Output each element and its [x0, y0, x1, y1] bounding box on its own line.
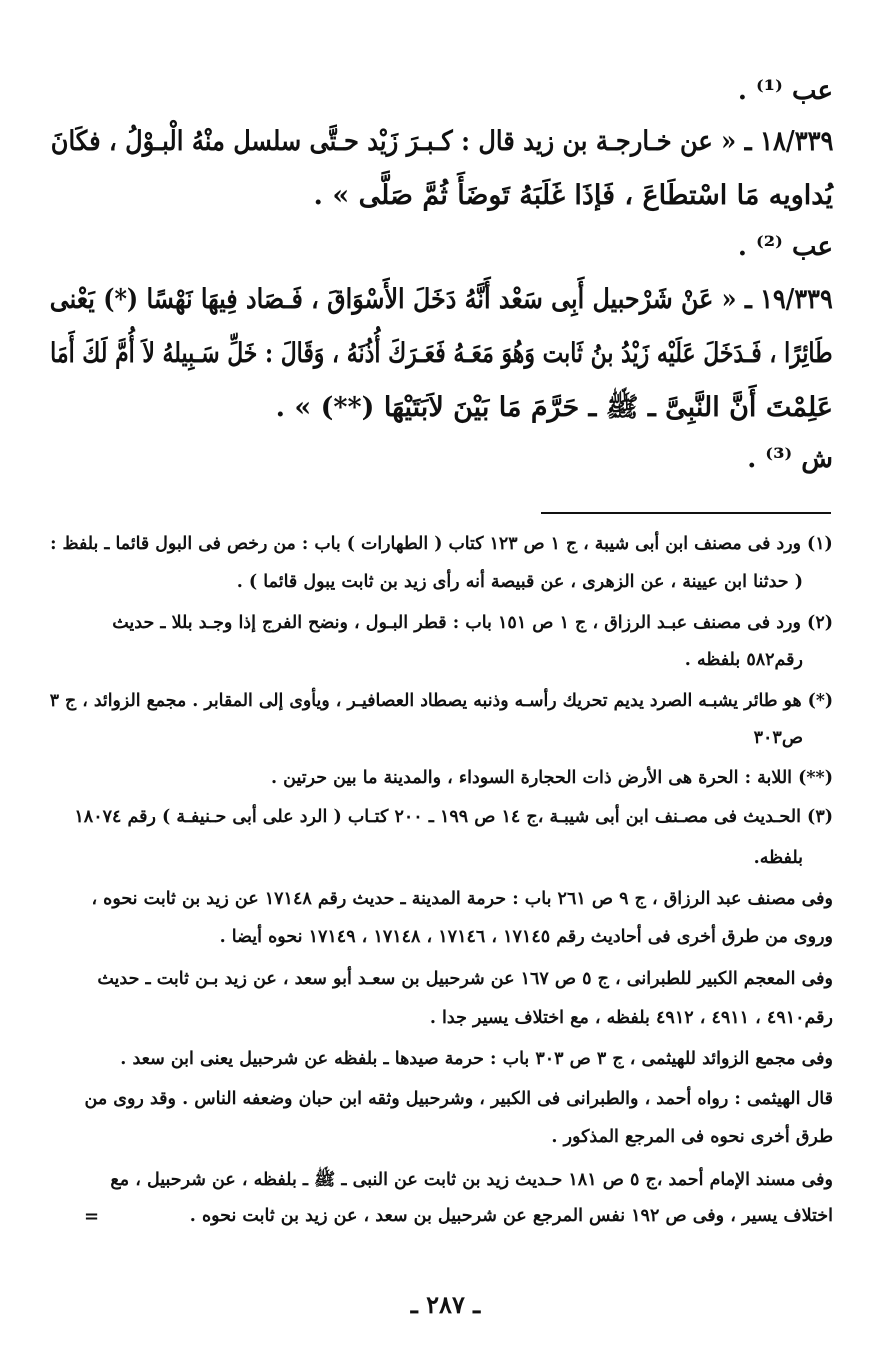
footnote-3-line-8: قال الهيثمى : رواه أحمد ، والطبرانى فى الكبير ، وشرحبيل وثقه ابن حبان وضعفه الناس . وقد روى من	[84, 1089, 833, 1109]
page-number: ـ ٢٨٧ ـ	[410, 1290, 481, 1319]
footnote-2-line-1: (٢) ورد فى مصنف عبـد الرزاق ، ج ١ ص ١٥١ باب : قطر البـول ، ونضح الفرج إذا وجـد بللا ـ حديث	[112, 613, 833, 633]
footnote-3-line-2: بلفظه.	[753, 848, 803, 868]
footnote-separator	[541, 512, 831, 514]
footnote-3-line-3: وفى مصنف عبد الرزاق ، ج ٩ ص ٢٦١ باب : حرمة المدينة ـ حديث رقم ١٧١٤٨ عن زيد بن ثابت نحوه ،	[91, 889, 833, 909]
footnote-1-line-1: (١) ورد فى مصنف ابن أبى شيبة ، ج ١ ص ١٢٣ كتاب ( الطهارات ) باب : من رخص فى البول قائما ـ بلفظ :	[50, 534, 833, 554]
footnote-3-line-9: طرق أخرى نحوه فى المرجع المذكور .	[551, 1127, 833, 1147]
footnote-3-line-5: وفى المعجم الكبير للطبرانى ، ج ٥ ص ١٦٧ عن شرحبيل بن سعـد أبو سعد ، عن زيد بـن ثابت ـ حديث	[97, 969, 833, 989]
hadith-19-line-1: ١٩/٣٣٩ ـ « عَنْ شَرْحبيل أَبِى سَعْد أَنَّهُ دَخَلَ الأَسْوَاقَ ، فَـصَاد فِيهَا نَهْسًا (*) يَعْنى	[50, 284, 833, 315]
footnote-1-line-2: ( حدثنا ابن عيينة ، عن الزهرى ، عن قبيصة أنه رأى زيد بن ثابت يبول قائما ) .	[236, 572, 803, 592]
footnote-2-line-2: رقم٥٨٢ بلفظه .	[684, 650, 803, 670]
footnote-star-line-1: (*) هو طائر يشبـه الصرد يديم تحريك رأسـه وذنبه يصطاد العصافيـر ، ويأوى إلى المقابر . مجمع الزوائد ، ج ٣	[49, 691, 833, 711]
footnote-double-star: (**) اللابة : الحرة هى الأرض ذات الحجارة السوداء ، والمدينة ما بين حرتين .	[270, 768, 833, 788]
footnote-3-line-6: رقم٤٩١٠ ، ٤٩١١ ، ٤٩١٢ بلفظه ، مع اختلاف يسير جدا .	[429, 1008, 833, 1028]
footnote-3-line-7: وفى مجمع الزوائد للهيثمى ، ج ٣ ص ٣٠٣ باب : حرمة صيدها ـ بلفظه عن شرحبيل يعنى ابن سعد .	[120, 1049, 833, 1069]
footnote-3-line-4: وروى من طرق أخرى فى أحاديث رقم ١٧١٤٥ ، ١٧١٤٦ ، ١٧١٤٨ ، ١٧١٤٩ نحوه أيضا .	[219, 927, 833, 947]
continuation-mark: =	[84, 1206, 100, 1227]
source-ref-3: ش ⁽³⁾ .	[747, 444, 833, 474]
footnote-star-line-2: ص٣٠٣	[753, 728, 803, 748]
hadith-18-line-1: ١٨/٣٣٩ ـ « عن خـارجـة بن زيد قال : كـبـرَ زَيْد حـتَّى سلسل منْهُ الْبـوْلُ ، فكَانَ	[50, 126, 833, 157]
footnote-3-line-10: وفى مسند الإمام أحمد ،ج ٥ ص ١٨١ حـديث زيد بن ثابت عن النبى ـ ﷺ ـ بلفظه ، عن شرحبيل ، مع	[110, 1170, 833, 1190]
hadith-18-line-2: يُداويه مَا اسْتطَاعَ ، فَإذَا غَلَبَهُ تَوضَأَ ثُمَّ صَلَّى » .	[313, 180, 833, 211]
footnote-3-line-11: اختلاف يسير ، وفى ص ١٩٢ نفس المرجع عن شرحبيل بن سعد ، عن زيد بن ثابت نحوه .	[189, 1206, 833, 1226]
footnote-3-line-1: (٣) الحـديث فى مصـنف ابن أبى شيبـة ،ج ١٤ ص ١٩٩ ـ ٢٠٠ كتـاب ( الرد على أبى حـنيفـة ) رقم ١٨٠٧٤	[74, 807, 833, 827]
hadith-19-line-2: طَائِرًا ، فَـدَخَلَ عَلَيْه زَيْدُ بنُ ثَابت وَهُوَ مَعَـهُ فَعَـرَكَ أُذُنَهُ ، وَقَالَ : خَلِّ سَـبِيلهُ لاَ أُمَّ لَكَ أَمَا	[50, 338, 833, 369]
source-ref-1: عب ⁽¹⁾ .	[737, 76, 833, 106]
hadith-19-line-3: عَلِمْتَ أَنَّ النَّبِىَّ ـ ﷺ ـ حَرَّمَ مَا بَيْنَ لاَبَتَيْهَا (**) » .	[275, 392, 833, 423]
source-ref-2: عب ⁽²⁾ .	[737, 232, 833, 262]
